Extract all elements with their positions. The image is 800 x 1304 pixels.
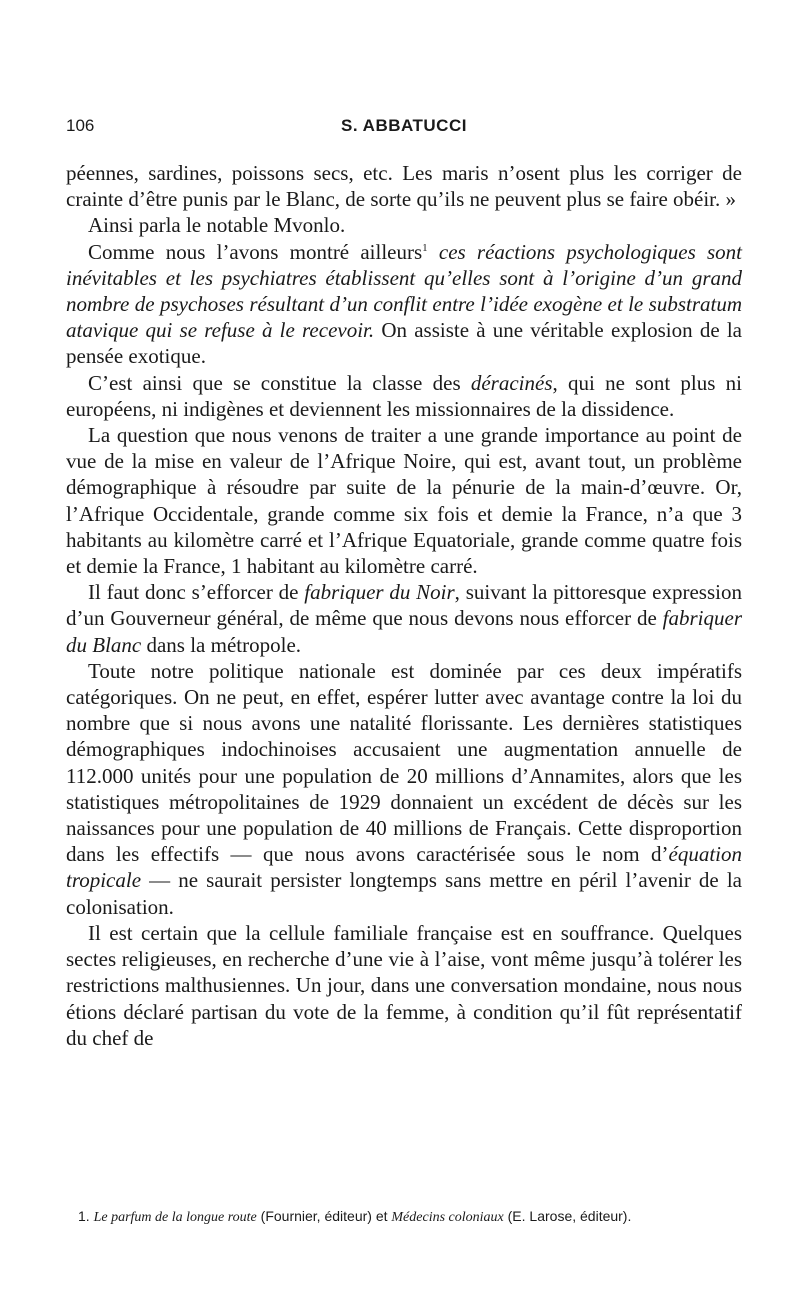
text-run: On assiste à une véritable explosion de la pensée exotique.: [66, 318, 742, 369]
text-run: , qui ne sont plus ni européens, ni indigènes et deviennent les missionnaires de la dissidence.: [66, 370, 742, 421]
italic-text: déracinés: [470, 370, 553, 395]
paragraph: [66, 422, 742, 579]
italic-text: Le parfum de la longue route: [93, 1210, 257, 1225]
page-number: 106: [66, 116, 95, 135]
paragraph: [66, 920, 742, 1051]
italic-text: ces réactions psychologiques sont inévitables et les psychiatres établissent qu’elles sont à l’origine d’un grand nombre de psychoses résultant d’un conflit entre l’idée exogène et le substratum atavique qui se refuse à le recevoir.: [66, 239, 742, 343]
text-run: (Fournier, éditeur) et: [256, 1208, 392, 1224]
page-header: [66, 116, 742, 140]
paragraph: [66, 160, 742, 212]
text-run: C’est ainsi que se constitue la classe des: [88, 370, 471, 395]
italic-text: fabriquer du Blanc: [66, 606, 742, 657]
text-run: Comme nous l’avons montré ailleurs: [88, 239, 423, 264]
italic-text: fabriquer du Noir: [304, 580, 455, 605]
paragraph: [66, 658, 742, 920]
paragraph: [66, 239, 742, 370]
text-run: péennes, sardines, poissons secs, etc. Les maris n’osent plus les corriger de crainte d’être punis par le Blanc, de sorte qu’ils ne peuvent plus se faire obéir. »: [66, 161, 742, 212]
running-head: S. ABBATUCCI: [341, 116, 467, 135]
paragraph: [66, 579, 742, 658]
text-run: La question que nous venons de traiter a une grande importance au point de vue de la mise en valeur de l’Afrique Noire, qui est, avant tout, un problème démographique à résoudre par suite de la pénurie de la main-d’œuvre. Or, l’Afrique Occidentale, grande comme six fois et demie la France, n’a que 3 habitants au kilomètre carré et l’Afrique Equatoriale, grande comme quatre fois et demie la France, 1 habitant au kilomètre carré.: [66, 423, 742, 579]
text-run: (E. Larose, éditeur).: [503, 1208, 632, 1224]
text-run: Ainsi parla le notable Mvonlo.: [88, 213, 346, 238]
text-run: Il est certain que la cellule familiale française est en souffrance. Quelques sectes religieuses, en recherche d’une vie à l’aise, vont même jusqu’à tolérer les restrictions malthusiennes. Un jour, dans une conversation mondaine, nous nous étions déclaré partisan du vote de la femme, à condition qu’il fût représentatif du chef de: [66, 920, 742, 1050]
italic-text: Médecins coloniaux: [391, 1210, 504, 1225]
text-run: [428, 240, 439, 264]
footnote: [66, 1207, 742, 1227]
text-run: dans la métropole.: [141, 632, 302, 657]
body-text: [66, 160, 742, 1051]
paragraph: [66, 370, 742, 422]
footnote-ref: 1: [422, 241, 428, 254]
footnotes: [66, 1207, 742, 1227]
paragraph: [66, 212, 742, 238]
italic-text: équation tropicale: [66, 842, 742, 893]
text-run: , suivant la pittoresque expression d’un Gouverneur général, de même que nous devons nous efforcer de: [66, 580, 742, 631]
text-run: Il faut donc s’efforcer de: [88, 580, 305, 605]
text-run: Toute notre politique nationale est dominée par ces deux impératifs catégoriques. On ne peut, en effet, espérer lutter avec avantage contre la loi du nombre que si nous avons une natalité florissante. Les dernières statistiques démographiques indochinoises accusaient une augmentation annuelle de 112.000 unités pour une population de 20 millions d’Annamites, alors que les statistiques métropolitaines de 1929 donnaient un excédent de décès sur les naissances pour une population de 40 millions de Français. Cette disproportion dans les effectifs — que nous avons caractérisée sous le nom d’: [66, 658, 742, 867]
text-run: — ne saurait persister longtemps sans mettre en péril l’avenir de la colonisation.: [66, 868, 742, 919]
text-run: 1.: [78, 1208, 94, 1224]
